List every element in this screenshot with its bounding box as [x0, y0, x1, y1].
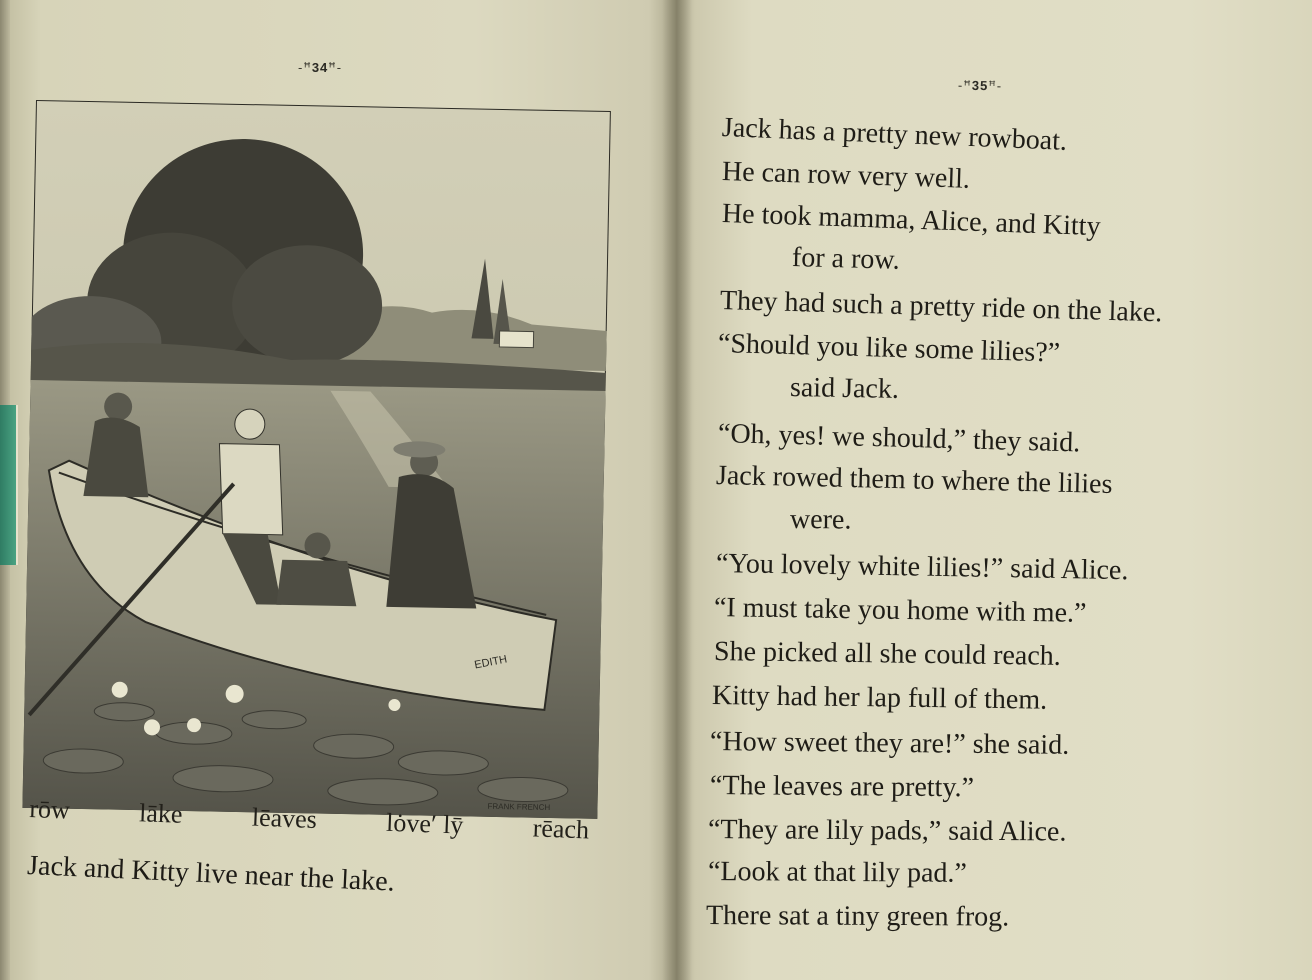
text-line: “Oh, yes! we should,” they said. — [717, 418, 1081, 459]
boat-scene-image — [22, 100, 610, 819]
text-line: said Jack. — [789, 372, 900, 405]
ornament-right-icon: ꟸ- — [988, 78, 1003, 94]
text-line: They had such a pretty ride on the lake. — [719, 285, 1163, 329]
text-line: Kitty had her lap full of them. — [711, 680, 1048, 716]
vocab-word: rōw — [28, 794, 71, 825]
vocab-word: lāke — [138, 798, 184, 829]
text-line: “How sweet they are!” she said. — [709, 726, 1070, 761]
text-line: She picked all she could reach. — [713, 636, 1061, 672]
engraver-signature: FRANK FRENCH — [487, 801, 551, 813]
right-page — [676, 0, 1312, 980]
ornament-left-icon: -ꟸ — [957, 77, 972, 93]
text-line: There sat a tiny green frog. — [705, 900, 1010, 933]
boat-name: EDITH — [473, 653, 509, 672]
book-gutter — [662, 0, 692, 980]
left-page-number-text: 34 — [311, 60, 329, 75]
text-line: “I must take you home with me.” — [713, 592, 1087, 629]
text-line: “You lovely white lilies!” said Alice. — [715, 548, 1129, 587]
vocab-word: lȯve′ lȳ — [385, 807, 464, 840]
right-page-number — [958, 78, 1002, 95]
text-line: “The leaves are pretty.” — [709, 770, 975, 804]
bookmark-tab — [0, 405, 18, 565]
text-line: “Look at that lily pad.” — [707, 856, 968, 889]
left-page-sentence: Jack and Kitty live near the lake. — [26, 850, 396, 898]
text-line: for a row. — [791, 242, 901, 276]
vocab-word: rēach — [532, 813, 590, 845]
text-line: “Should you like some lilies?” — [717, 328, 1061, 369]
text-line: were. — [789, 504, 852, 536]
vocab-word: lēaves — [251, 802, 318, 835]
text-line: “They are lily pads,” said Alice. — [707, 814, 1067, 848]
text-line: He can row very well. — [721, 156, 971, 195]
ornament-right-icon: ꟸ- — [328, 60, 343, 75]
text-line: Jack rowed them to where the lilies — [715, 460, 1113, 500]
text-line: Jack has a pretty new rowboat. — [721, 112, 1068, 157]
engraving-illustration — [22, 100, 610, 819]
right-page-number-text: 35 — [971, 77, 989, 94]
ornament-left-icon: -ꟸ — [298, 60, 312, 75]
left-page-number — [298, 60, 342, 76]
text-line: He took mamma, Alice, and Kitty — [721, 198, 1102, 243]
